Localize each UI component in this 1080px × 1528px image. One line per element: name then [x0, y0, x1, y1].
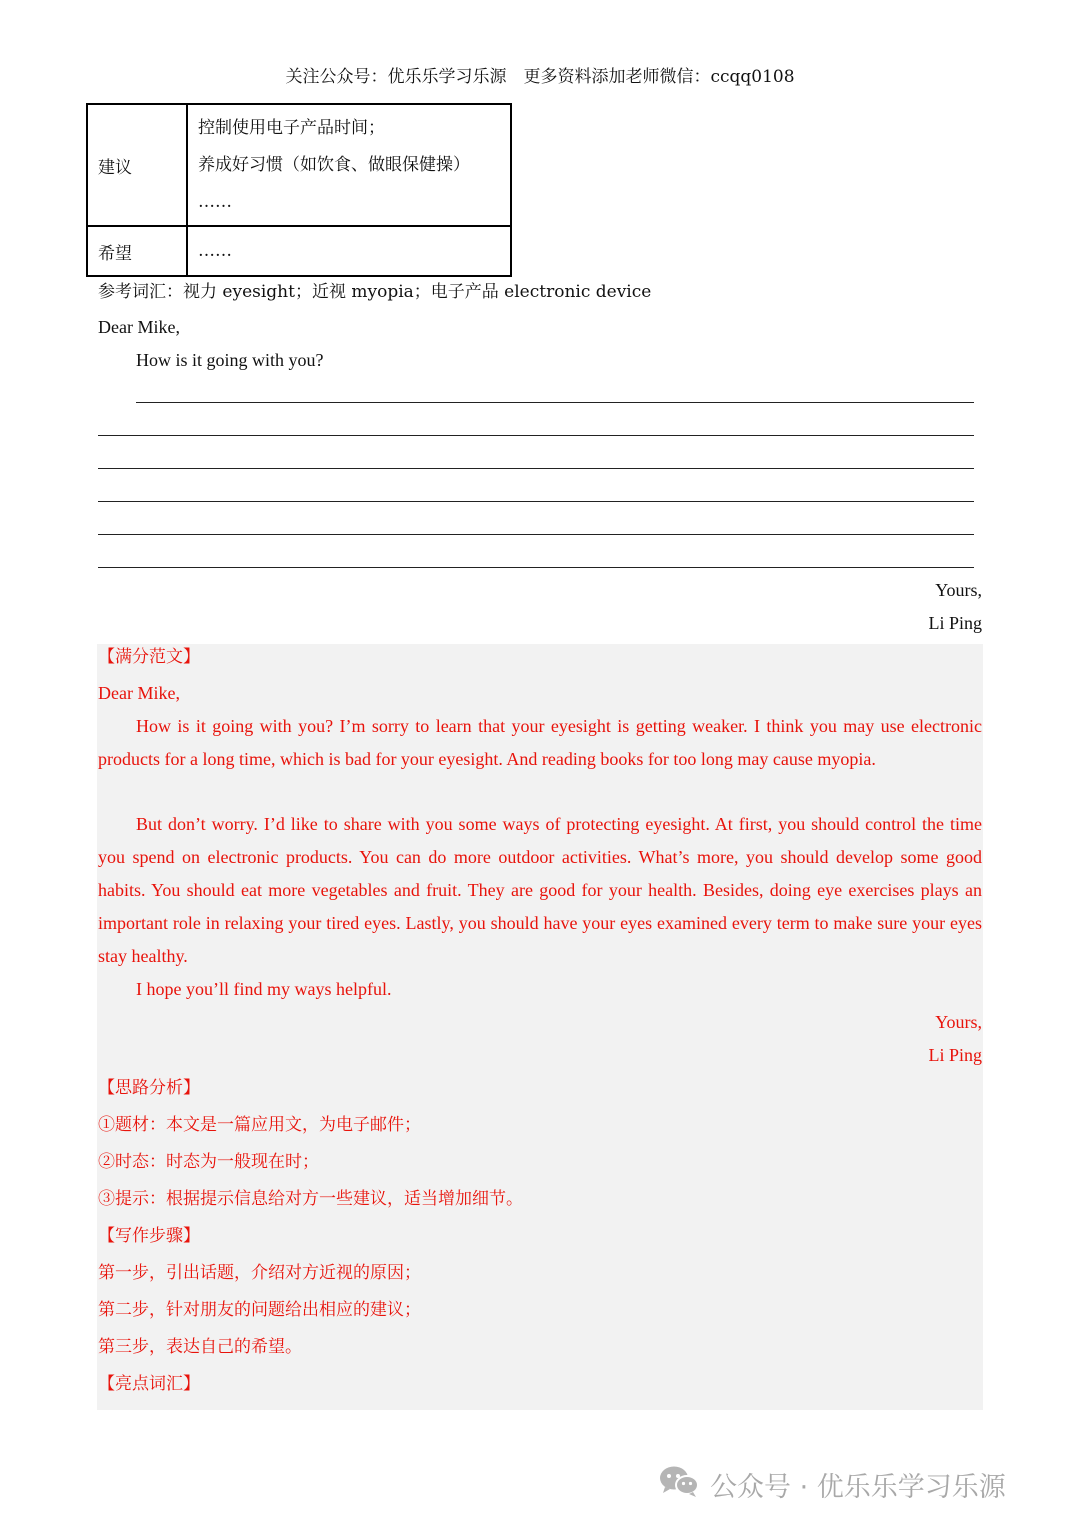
steps-item: 第一步，引出话题，介绍对方近视的原因； [98, 1263, 421, 1283]
steps-item: 第三步，表达自己的希望。 [98, 1337, 302, 1357]
sample-signature: Li Ping [928, 1045, 982, 1065]
analysis-item: ②时态：时态为一般现在时； [98, 1152, 319, 1172]
watermark-text: 公众号 · 优乐乐学习乐源 [710, 1471, 1006, 1503]
letter-closing: Yours, [935, 580, 982, 600]
suggestion-line: 养成好习惯（如饮食、做眼保健操） [198, 154, 470, 175]
highlight-vocab-heading: 【亮点词汇】 [98, 1374, 200, 1394]
table-cell-hope: …… [187, 226, 511, 276]
writing-line [136, 402, 974, 403]
table-cell-suggestion [187, 104, 511, 226]
sample-heading: 【满分范文】 [98, 647, 200, 667]
analysis-item: ①题材：本文是一篇应用文，为电子邮件； [98, 1115, 421, 1135]
hint-table [86, 103, 512, 277]
sample-closing: Yours, [935, 1012, 982, 1032]
steps-item: 第二步，针对朋友的问题给出相应的建议； [98, 1300, 421, 1320]
analysis-item: ③提示：根据提示信息给对方一些建议，适当增加细节。 [98, 1189, 523, 1209]
letter-opening: How is it going with you? [136, 350, 324, 370]
sample-paragraph-3: I hope you’ll find my ways helpful. [136, 979, 392, 999]
suggestion-line: …… [198, 191, 232, 212]
sample-paragraph-1: How is it going with you? I’m sorry to learn that your eyesight is getting weaker. I think you may use electronic products for a long time, which is bad for your eyesight. And reading books for too long may cause myopia. [98, 716, 982, 769]
writing-line [98, 468, 974, 469]
sample-paragraph-2: But don’t worry. I’d like to share with you some ways of protecting eyesight. At first, you should control the time you spend on electronic products. You can do more outdoor activities. What’s more, you should develop some good habits. You should eat more vegetables and fruit. They are good for your health. Besides, doing eye exercises plays an important role in relaxing your tired eyes. Lastly, you should have your eyes examined every term to make sure your eyes stay healthy. [98, 814, 982, 966]
analysis-heading: 【思路分析】 [98, 1078, 200, 1098]
sample-salutation: Dear Mike, [98, 683, 180, 703]
watermark [658, 1464, 1006, 1504]
page-header: 关注公众号：优乐乐学习乐源 更多资料添加老师微信：ccqq0108 [285, 67, 795, 87]
writing-line [98, 567, 974, 568]
writing-line [98, 435, 974, 436]
vocab-reference: 参考词汇：视力 eyesight；近视 myopia；电子产品 electronic device [98, 282, 652, 302]
steps-heading: 【写作步骤】 [98, 1226, 200, 1246]
table-label-hope: 希望 [87, 226, 187, 276]
letter-salutation: Dear Mike, [98, 317, 180, 337]
writing-line [98, 501, 974, 502]
table-label-suggestion: 建议 [87, 104, 187, 226]
writing-line [98, 534, 974, 535]
wechat-icon [658, 1463, 710, 1506]
suggestion-line: 控制使用电子产品时间； [198, 117, 385, 138]
letter-signature: Li Ping [928, 613, 982, 633]
